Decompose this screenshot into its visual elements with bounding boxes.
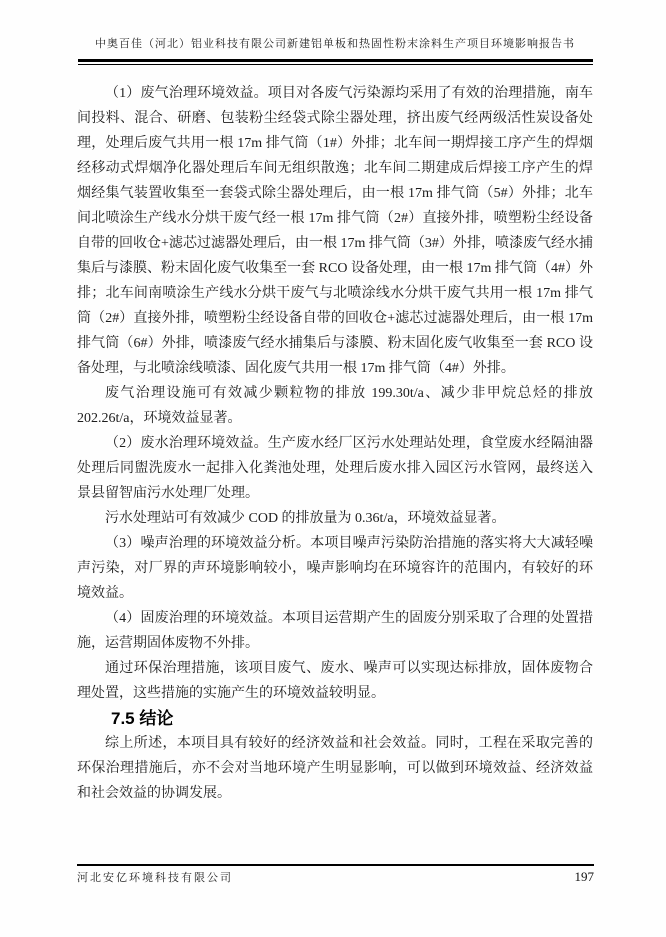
body-paragraph: （1）废气治理环境效益。项目对各废气污染源均采用了有效的治理措施，南车间投料、混合、研磨、包装粉尘经袋式除尘器处理，挤出废气经两级活性炭设备处理，处理后废气共用一根 17m 排气筒（1#）外排；北车间一期焊接工序产生的焊烟经移动式焊烟净化器处理后车间无组织散逸；北车间二期建成后焊接工序产生的焊烟经集气装置收集至一套袋式除尘器处理后，由一根 17m 排气筒（5#）外排；北车间北喷涂生产线水分烘干废气经一根 17m 排气筒（2#）直接外排，喷塑粉尘经设备自带的回收仓+滤芯过滤器处理后，由一根 17m 排气筒（3#）外排，喷漆废气经水捕集后与漆膜、粉末固化废气收集至一套 RCO 设备处理，由一根 17m 排气筒（4#）外排；北车间南喷涂生产线水分烘干废气与北喷涂线水分烘干废气共用一根 17m 排气筒（2#）直接外排，喷塑粉尘经设备自带的回收仓+滤芯过滤器处理后，由一根 17m 排气筒（6#）外排，喷漆废气经水捕集后与漆膜、粉末固化废气收集至一套 RCO 设备处理，与北喷涂线喷漆、固化废气共用一根 17m 排气筒（4#）外排。 [77, 86, 593, 376]
body-paragraph: 通过环保治理措施，该项目废气、废水、噪声可以实现达标排放，固体废物合理处置，这些措施的实施产生的环境效益较明显。 [77, 661, 593, 701]
body-paragraph: （4）固废治理的环境效益。本项目运营期产生的固废分别采取了合理的处置措施，运营期固体废物不外排。 [77, 611, 593, 651]
body-paragraph: （2）废水治理环境效益。生产废水经厂区污水处理站处理，食堂废水经隔油器处理后同盥洗废水一起排入化粪池处理，处理后废水排入园区污水管网，最终送入景县留智庙污水处理厂处理。 [77, 436, 593, 501]
header-divider-thick-line [78, 59, 593, 62]
header-divider-thin-line [78, 64, 593, 65]
header-divider [78, 59, 593, 65]
body-paragraph: （3）噪声治理的环境效益分析。本项目噪声污染防治措施的落实将大大减轻噪声污染，对厂界的声环境影响较小，噪声影响均在环境容许的范围内，有较好的环境效益。 [77, 536, 593, 601]
page-header-title: 中奥百佳（河北）铝业科技有限公司新建铝单板和热固性粉末涂料生产项目环境影响报告书 [95, 38, 575, 50]
body-paragraph: 废气治理设施可有效减少颗粒物的排放 199.30t/a、减少非甲烷总烃的排放 202.26t/a，环境效益显著。 [77, 386, 593, 426]
page-number: 197 [574, 869, 594, 884]
section-heading: 7.5 结论 [111, 709, 174, 728]
conclusion-paragraph: 综上所述，本项目具有较好的经济效益和社会效益。同时，工程在采取完善的环保治理措施后，亦不会对当地环境产生明显影响，可以做到环境效益、经济效益和社会效益的协调发展。 [77, 736, 593, 801]
document-body [77, 81, 593, 806]
page-footer [77, 869, 594, 885]
footer-company-name: 河北安亿环境科技有限公司 [77, 872, 233, 884]
footer-divider [77, 864, 594, 866]
body-paragraph: 污水处理站可有效减少 COD 的排放量为 0.36t/a，环境效益显著。 [105, 511, 506, 526]
